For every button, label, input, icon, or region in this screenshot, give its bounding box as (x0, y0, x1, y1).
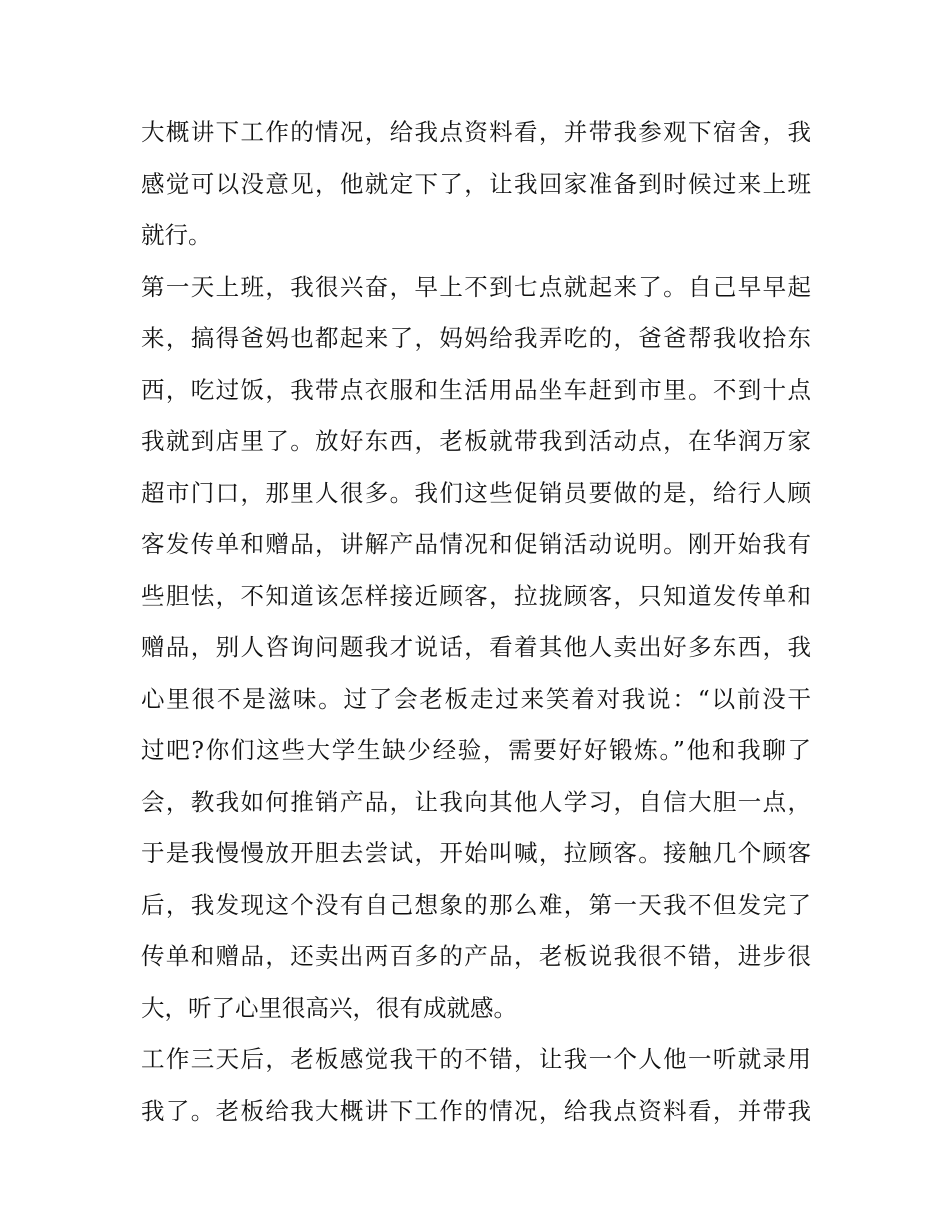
text-line: 赠品，别人咨询问题我才说话，看着其他人卖出好多东西，我 (141, 633, 811, 661)
text-line: 我就到店里了。放好东西，老板就带我到活动点，在华润万家 (141, 427, 811, 455)
body-text (141, 107, 811, 1137)
text-line: 西，吃过饭，我带点衣服和生活用品坐车赶到市里。不到十点 (141, 375, 811, 404)
text-line: 些胆怯，不知道该怎样接近顾客，拉拢顾客，只知道发传单和 (141, 581, 811, 610)
text-line: 大概讲下工作的情况，给我点资料看，并带我参观下宿舍，我 (141, 118, 811, 146)
text-line: 超市门口，那里人很多。我们这些促销员要做的是，给行人顾 (141, 478, 811, 507)
text-line: 客发传单和赠品，讲解产品情况和促销活动说明。刚开始我有 (141, 530, 811, 558)
text-line: 工作三天后，老板感觉我干的不错，让我一个人他一听就录用 (141, 1045, 811, 1073)
text-line: 传单和赠品，还卖出两百多的产品，老板说我很不错，进步很 (141, 942, 811, 970)
text-line: 于是我慢慢放开胆去尝试，开始叫喊，拉顾客。接触几个顾客 (141, 839, 811, 867)
text-line: 第一天上班，我很兴奋，早上不到七点就起来了。自己早早起 (141, 272, 811, 301)
text-line: 大，听了心里很高兴，很有成就感。 (141, 993, 517, 1022)
text-line: 过吧?你们这些大学生缺少经验，需要好好锻炼。”他和我聊了 (141, 736, 811, 764)
text-line: 后，我发现这个没有自己想象的那么难，第一天我不但发完了 (141, 890, 811, 919)
text-line: 我了。老板给我大概讲下工作的情况，给我点资料看，并带我 (141, 1096, 811, 1125)
text-line: 就行。 (141, 221, 212, 249)
text-line: 感觉可以没意见，他就定下了，让我回家准备到时候过来上班 (141, 169, 811, 198)
text-line: 会，教我如何推销产品，让我向其他人学习，自信大胆一点， (141, 787, 811, 816)
text-line: 心里很不是滋味。过了会老板走过来笑着对我说：“以前没干 (141, 684, 811, 713)
text-line: 来，搞得爸妈也都起来了，妈妈给我弄吃的，爸爸帮我收拾东 (141, 324, 811, 352)
